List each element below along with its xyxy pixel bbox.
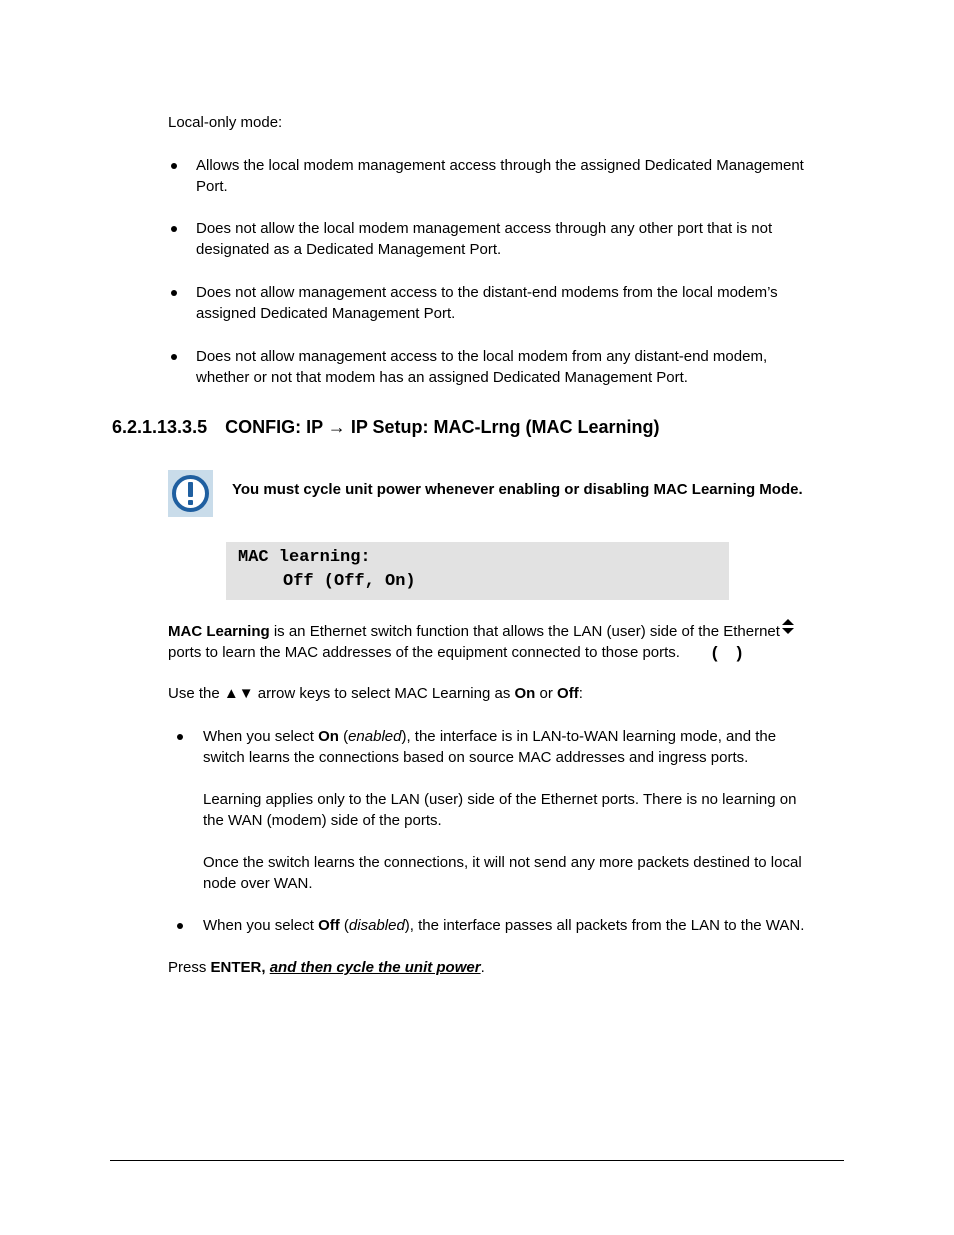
arrow-keys-paragraph: Use the ▲▼ arrow keys to select MAC Learning as On or Off: (168, 685, 583, 702)
lcd-line-1: MAC learning: (238, 548, 371, 567)
important-note-icon (168, 470, 213, 517)
list-item-on: When you select On (enabled), the interface is in LAN-to-WAN learning mode, and the switch learns the connections based on source MAC addresses and ingress ports. Learning applies only to the LAN (user) side of the Ethernet ports. There is no learning on the WAN (modem) side of the ports. Once the switch learns the connections, it will not send any more packets destined to local node over WAN. (203, 728, 802, 892)
list-item: Does not allow the local modem management access through any other port that is not designated as a Dedicated Management Port. (196, 220, 773, 258)
bullet (171, 290, 177, 296)
section-arrow: → (327, 417, 346, 437)
bullet (177, 734, 183, 740)
list-item: Does not allow management access to the local modem from any distant-end modem, whether or not that modem has an assigned Dedicated Management Port. (196, 348, 768, 386)
cycle-power-emphasis: and then cycle the unit power (269, 959, 481, 976)
mac-learning-paragraph: MAC Learning is an Ethernet switch function that allows the LAN (user) side of the Ethernet ports to learn the MAC addresses of the equipment connected to those ports. (168, 623, 780, 661)
bullet (177, 923, 183, 929)
up-down-arrows-icon (720, 594, 734, 612)
press-enter-paragraph: Press ENTER, and then cycle the unit power. (168, 959, 485, 976)
section-number: 6.2.1.13.3.5 (112, 417, 208, 437)
footer-rule (110, 1160, 844, 1161)
section-title-pre: CONFIG: IP (225, 417, 323, 437)
section-title-post: IP Setup: MAC-Lrng (MAC Learning) (350, 417, 660, 437)
bullet (171, 163, 177, 169)
bullet (171, 226, 177, 232)
lcd-nav-hint: ( ) (669, 570, 744, 691)
local-only-intro: Local-only mode: (168, 114, 283, 131)
note-text: You must cycle unit power whenever enabling or disabling MAC Learning Mode. (232, 481, 803, 498)
list-item: Allows the local modem management access through the assigned Dedicated Management Port. (196, 157, 804, 195)
list-item-off: When you select Off (disabled), the interface passes all packets from the LAN to the WAN. (203, 917, 805, 934)
lcd-line-2-value: Off (Off, On) (283, 572, 416, 591)
list-item: Does not allow management access to the distant-end modems from the local modem’s assigned Dedicated Management Port. (196, 284, 778, 322)
section-heading (112, 416, 659, 438)
bullet (171, 354, 177, 360)
